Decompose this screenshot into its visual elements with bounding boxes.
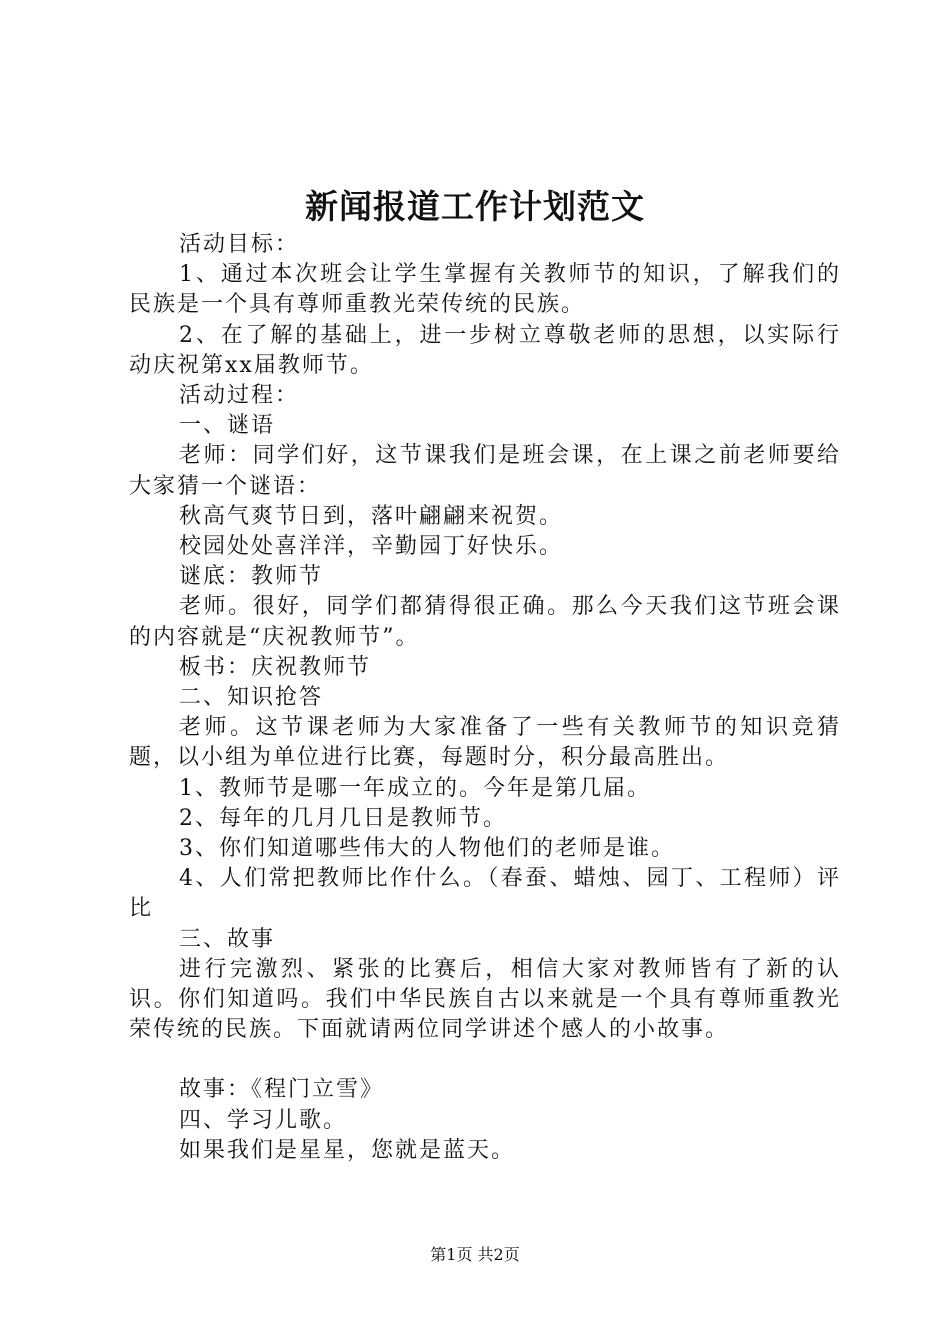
document-title: 新闻报道工作计划范文: [305, 187, 645, 226]
paragraph: 1、教师节是哪一年成立的。今年是第几届。: [179, 775, 651, 801]
section-heading: 二、知识抢答: [179, 685, 324, 711]
paragraph: 1、通过本次班会让学生掌握有关教师节的知识，了解我们的民族是一个具有尊师重教光荣传统的民族。: [129, 262, 841, 318]
section-heading: 三、故事: [179, 926, 276, 952]
paragraph: 秋高气爽节日到，落叶翩翩来祝贺。: [179, 503, 564, 529]
paragraph: 老师：同学们好，这节课我们是班会课，在上课之前老师要给大家猜一个谜语：: [129, 443, 841, 499]
paragraph: 3、你们知道哪些伟大的人物他们的老师是谁。: [179, 836, 675, 862]
paragraph: 如果我们是星星，您就是蓝天。: [179, 1137, 516, 1163]
paragraph: 校园处处喜洋洋，辛勤园丁好快乐。: [179, 534, 564, 560]
paragraph: 老师。很好，同学们都猜得很正确。那么今天我们这节班会课的内容就是“庆祝教师节”。: [129, 594, 841, 650]
paragraph: 活动过程：: [179, 383, 300, 409]
paragraph: 2、在了解的基础上，进一步树立尊敬老师的思想，以实际行动庆祝第xx届教师节。: [129, 322, 841, 378]
paragraph: 故事：《程门立雪》: [179, 1077, 385, 1103]
paragraph: 4、人们常把教师比作什么。（春蚕、蜡烛、园丁、工程师）评比: [129, 866, 841, 922]
paragraph: 2、每年的几月几日是教师节。: [179, 805, 507, 831]
paragraph: 活动目标：: [179, 232, 300, 257]
paragraph: 进行完激烈、紧张的比赛后，相信大家对教师皆有了新的认识。你们知道吗。我们中华民族自古以来就是一个具有尊师重教光荣传统的民族。下面就请两位同学讲述个感人的小故事。: [129, 956, 841, 1043]
page-number-footer: 第1页 共2页: [430, 1245, 520, 1264]
paragraph: 谜底：教师节: [179, 564, 324, 590]
section-heading: 一、谜语: [179, 413, 276, 439]
paragraph: 板书：庆祝教师节: [179, 654, 372, 680]
paragraph: 老师。这节课老师为大家准备了一些有关教师节的知识竞猜题，以小组为单位进行比赛，每题时分，积分最高胜出。: [129, 715, 841, 771]
document-body: [129, 230, 841, 1166]
section-heading: 四、学习儿歌。: [179, 1107, 348, 1133]
